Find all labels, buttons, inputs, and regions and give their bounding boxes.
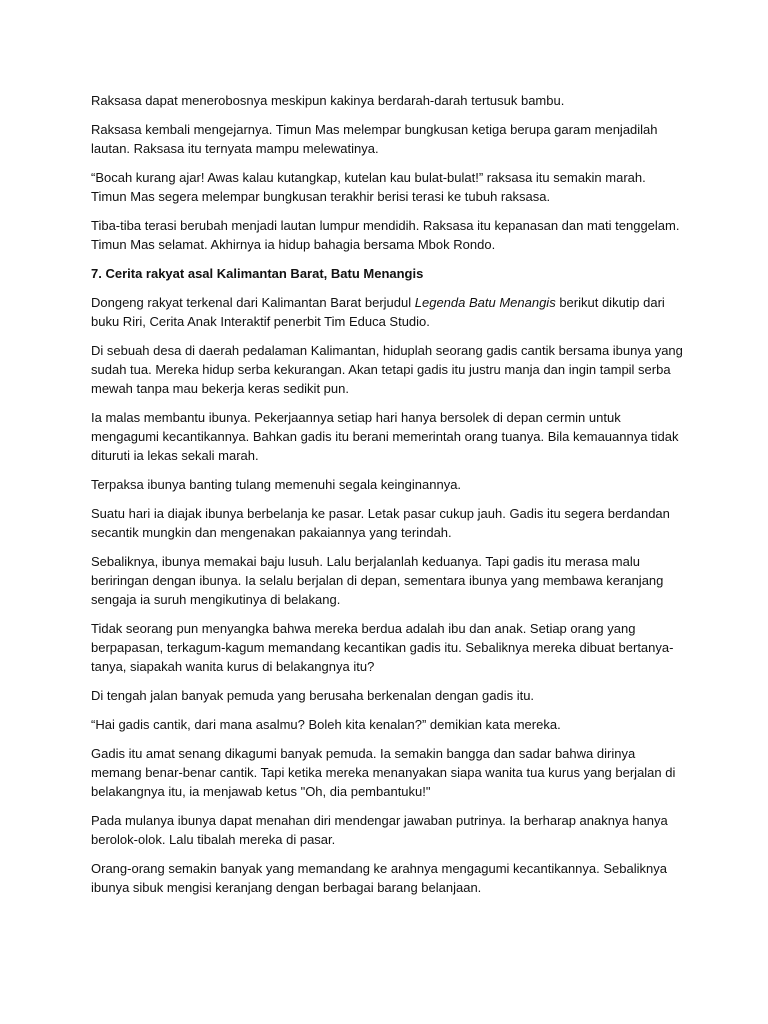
paragraph: Terpaksa ibunya banting tulang memenuhi segala keinginannya. (91, 477, 462, 492)
paragraph: Raksasa dapat menerobosnya meskipun kakinya berdarah-darah tertusuk bambu. (91, 93, 565, 108)
paragraph: Di sebuah desa di daerah pedalaman Kalimantan, hiduplah seorang gadis cantik bersama ibunya yang sudah tua. Mereka hidup serba kekurangan. Akan tetapi gadis itu justru manja dan ingin tampil serba mewah tanpa mau bekerja keras sedikit pun. (91, 343, 683, 396)
paragraph: Pada mulanya ibunya dapat menahan diri mendengar jawaban putrinya. Ia berharap anaknya hanya berolok-olok. Lalu tibalah mereka di pasar. (91, 813, 668, 847)
story-title: Legenda Batu Menangis (414, 295, 556, 310)
paragraph: Suatu hari ia diajak ibunya berbelanja ke pasar. Letak pasar cukup jauh. Gadis itu segera berdandan secantik mungkin dan mengenakan pakaiannya yang terindah. (91, 506, 670, 540)
intro-text-before: Dongeng rakyat terkenal dari Kalimantan Barat berjudul (91, 295, 415, 310)
paragraph: “Hai gadis cantik, dari mana asalmu? Boleh kita kenalan?” demikian kata mereka. (91, 717, 561, 732)
paragraph: “Bocah kurang ajar! Awas kalau kutangkap, kutelan kau bulat-bulat!” raksasa itu semakin marah. Timun Mas segera melempar bungkusan terakhir berisi terasi ke tubuh raksasa. (91, 170, 646, 204)
paragraph: Gadis itu amat senang dikagumi banyak pemuda. Ia semakin bangga dan sadar bahwa dirinya memang benar-benar cantik. Tapi ketika mereka menanyakan siapa wanita tua kurus yang berjalan di belakangnya itu, ia menjawab ketus "Oh, dia pembantuku!" (91, 746, 676, 799)
paragraph: Ia malas membantu ibunya. Pekerjaannya setiap hari hanya bersolek di depan cermin untuk mengagumi kecantikannya. Bahkan gadis itu berani memerintah orang tuanya. Bila kemauannya tidak dituruti ia lekas sekali marah. (91, 410, 679, 463)
section-heading: 7. Cerita rakyat asal Kalimantan Barat, Batu Menangis (91, 266, 424, 281)
paragraph: Di tengah jalan banyak pemuda yang berusaha berkenalan dengan gadis itu. (91, 688, 535, 703)
paragraph: Raksasa kembali mengejarnya. Timun Mas melempar bungkusan ketiga berupa garam menjadilah lautan. Raksasa itu ternyata mampu melewatinya. (91, 122, 658, 156)
intro-text-after: berikut dikutip dari buku Riri, Cerita Anak Interaktif penerbit Tim Educa Studio. (91, 295, 665, 329)
paragraph: Tidak seorang pun menyangka bahwa mereka berdua adalah ibu dan anak. Setiap orang yang berpapasan, terkagum-kagum memandang kecantikan gadis itu. Sebaliknya mereka dibuat bertanya-tanya, siapakah wanita kurus di belakangnya itu? (91, 621, 674, 674)
paragraph: Tiba-tiba terasi berubah menjadi lautan lumpur mendidih. Raksasa itu kepanasan dan mati tenggelam. Timun Mas selamat. Akhirnya ia hidup bahagia bersama Mbok Rondo. (91, 218, 680, 252)
intro-paragraph (91, 293, 683, 331)
paragraph: Sebaliknya, ibunya memakai baju lusuh. Lalu berjalanlah keduanya. Tapi gadis itu merasa malu beriringan dengan ibunya. Ia selalu berjalan di depan, sementara ibunya yang membawa keranjang sengaja ia suruh mengikutinya di belakang. (91, 554, 664, 607)
paragraph: Orang-orang semakin banyak yang memandang ke arahnya mengagumi kecantikannya. Sebaliknya ibunya sibuk mengisi keranjang dengan berbagai barang belanjaan. (91, 861, 667, 895)
document-page (91, 91, 683, 907)
